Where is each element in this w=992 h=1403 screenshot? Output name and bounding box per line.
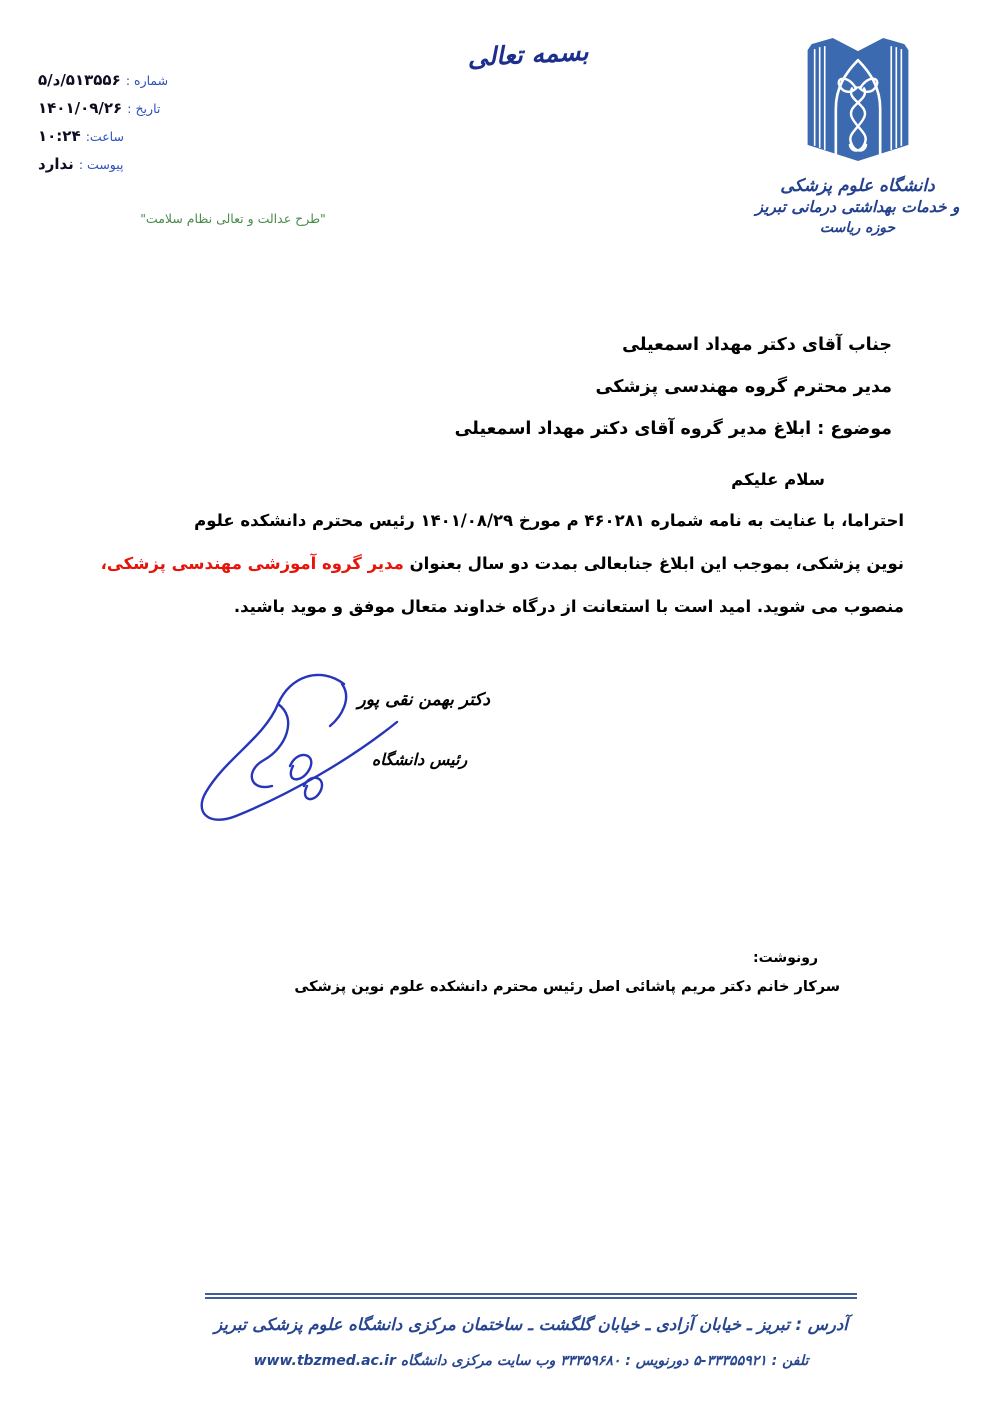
footer-divider bbox=[205, 1293, 857, 1299]
letter-date-value: ۱۴۰۱/۰۹/۲۶ bbox=[38, 99, 123, 117]
footer-block bbox=[205, 1305, 857, 1377]
appointment-title-highlight: مدیر گروه آموزشی مهندسی پزشکی، bbox=[100, 554, 404, 573]
cc-recipient: سرکار خانم دکتر مریم پاشائی اصل رئیس محترم دانشکده علوم نوین پزشکی bbox=[294, 979, 840, 995]
university-emblem-icon bbox=[787, 36, 929, 163]
letter-time-value: ۱۰:۲۴ bbox=[38, 127, 81, 145]
university-name-line1: دانشگاه علوم پزشکی bbox=[780, 176, 935, 196]
letter-number-label: شماره : bbox=[125, 73, 169, 88]
letter-subject: موضوع : ابلاغ مدیر گروه آقای دکتر مهداد اسمعیلی bbox=[454, 419, 892, 439]
university-office-line: حوزه ریاست bbox=[819, 220, 896, 236]
letter-attachment-row bbox=[38, 150, 238, 178]
footer-address: آدرس : تبریز ـ خیابان آزادی ـ خیابان گلگشت ـ ساختمان مرکزی دانشگاه علوم پزشکی تبریز bbox=[214, 1315, 848, 1334]
recipient-role: مدیر محترم گروه مهندسی پزشکی bbox=[595, 377, 892, 397]
greeting-text: سلام علیکم bbox=[731, 470, 825, 489]
body-line-2-text: نوین پزشکی، بموجب این ابلاغ جنابعالی بمدت دو سال بعنوان bbox=[403, 554, 904, 573]
health-system-slogan: "طرح عدالت و تعالی نظام سلامت" bbox=[140, 211, 326, 226]
besmeleh-calligraphy: بسمه تعالی bbox=[466, 36, 590, 73]
letter-metadata bbox=[38, 66, 238, 178]
letter-time-row bbox=[38, 122, 238, 150]
handwritten-signature bbox=[192, 664, 442, 839]
letter-number-value: ۵/د/۵۱۳۵۵۶ bbox=[38, 71, 121, 89]
recipient-name: جناب آقای دکتر مهداد اسمعیلی bbox=[622, 335, 892, 355]
signer-name: دکتر بهمن نقی پور bbox=[357, 690, 490, 710]
body-line-3: منصوب می شوید. امید است با استعانت از درگاه خداوند متعال موفق و موید باشید. bbox=[233, 597, 904, 616]
letter-date-row bbox=[38, 94, 238, 122]
university-logo-block bbox=[740, 36, 975, 238]
letter-body bbox=[100, 499, 904, 628]
signer-title: رئیس دانشگاه bbox=[371, 750, 468, 769]
body-line-1: احتراما، با عنایت به نامه شماره ۴۶۰۲۸۱ م مورخ ۱۴۰۱/۰۸/۲۹ رئیس محترم دانشکده علوم bbox=[194, 511, 904, 530]
footer-phone-web: تلفن : ۳۳۳۵۵۹۲۱-۵ دورنویس : ۳۳۳۵۹۶۸۰ وب سایت مرکزی دانشگاه www.tbzmed.ac.ir bbox=[253, 1353, 809, 1369]
recipient-block bbox=[455, 324, 892, 450]
cc-label: رونوشت: bbox=[753, 950, 818, 966]
letter-attachment-label: پیوست : bbox=[78, 157, 124, 172]
body-line-2 bbox=[100, 542, 904, 585]
letter-attachment-value: ندارد bbox=[38, 155, 74, 173]
letter-date-label: تاریخ : bbox=[127, 101, 161, 116]
letter-time-label: ساعت: bbox=[85, 129, 124, 144]
letter-number-row bbox=[38, 66, 238, 94]
university-name-line2: و خدمات بهداشتی درمانی تبریز bbox=[755, 198, 960, 216]
